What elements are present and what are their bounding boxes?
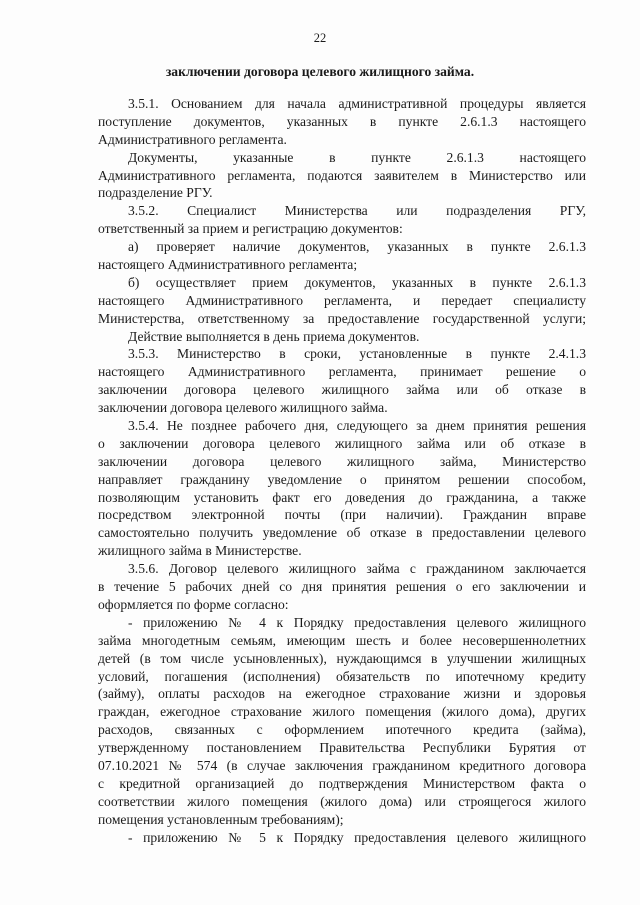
text-line: заключении договора целевого жилищного займа, Министерство [98, 453, 586, 469]
text-line: посредством электронной почты (при наличии). Гражданин вправе [98, 507, 586, 523]
text-line: (займу), оплаты расходов на ежегодное страхование жизни и здоровья [98, 686, 586, 702]
text-line: расходов, связанных с оформлением ипотечного кредита (займа), [98, 722, 586, 738]
text-line: помещения установленным требованиям); [98, 811, 344, 827]
text-line: Документы, указанные в пункте 2.6.1.3 настоящего [128, 149, 586, 165]
text-line: 3.5.3. Министерство в сроки, установленные в пункте 2.4.1.3 [128, 346, 586, 362]
text-line: детей (в том числе усыновленных), нуждающимся в улучшении жилищных [98, 650, 586, 666]
text-line: б) осуществляет прием документов, указанных в пункте 2.6.1.3 [128, 274, 586, 290]
text-line: поступление документов, указанных в пункте 2.6.1.3 настоящего [98, 113, 586, 129]
text-line: 3.5.4. Не позднее рабочего дня, следующего за днем принятия решения [128, 418, 586, 434]
text-line: ответственный за прием и регистрацию документов: [98, 221, 403, 237]
text-line: Административного регламента. [98, 131, 287, 147]
text-line: в течение 5 рабочих дней со дня принятия решения о его заключении и [98, 579, 586, 595]
text-line: настоящего Административного регламента, принимает решение о [98, 364, 586, 380]
text-line: позволяющим установить факт его доведения до гражданина, а также [98, 489, 586, 505]
text-line: настоящего Административного регламента, и передает специалисту [98, 292, 586, 308]
text-line: о заключении договора целевого жилищного займа или об отказе в [98, 435, 586, 451]
text-line: 3.5.1. Основанием для начала административной процедуры является [128, 96, 586, 111]
text-line: жилищного займа в Министерстве. [98, 543, 302, 559]
text-line: самостоятельно получить уведомление об отказе в предоставлении целевого [98, 525, 586, 541]
text-line: оформляется по форме согласно: [98, 596, 289, 612]
text-line: направляет гражданину уведомление о принятом решении способом, [98, 471, 586, 487]
text-line: заключении договора целевого жилищного займа. [98, 400, 388, 416]
text-line: Министерства, ответственному за предоставление государственной услуги; [98, 310, 586, 326]
text-line: Административного регламента, подаются заявителем в Министерство или [98, 167, 586, 183]
text-line: а) проверяет наличие документов, указанных в пункте 2.6.1.3 [128, 239, 586, 255]
section-heading: заключении договора целевого жилищного займа. [165, 64, 475, 79]
text-line: утвержденному постановлением Правительства Республики Бурятия от [98, 740, 586, 756]
text-line: Действие выполняется в день приема документов. [128, 328, 420, 344]
text-line: настоящего Административного регламента; [98, 257, 358, 273]
text-line: граждан, ежегодное страхование жилого помещения (жилого дома), других [98, 704, 586, 720]
text-line: - приложению № 5 к Порядку предоставления целевого жилищного [128, 829, 586, 845]
text-line: соответствии жилого помещения (жилого дома) или строящегося жилого [98, 793, 586, 809]
text-line: - приложению № 4 к Порядку предоставления целевого жилищного [128, 614, 586, 630]
document-body [98, 95, 586, 846]
text-line: 3.5.2. Специалист Министерства или подразделения РГУ, [128, 203, 586, 219]
text-line: 3.5.6. Договор целевого жилищного займа с гражданином заключается [128, 561, 586, 577]
text-line: 07.10.2021 № 574 (в случае заключения гражданином кредитного договора [98, 757, 586, 773]
page-number: 22 [313, 31, 327, 45]
text-line: условий, погашения (исполнения) обязательств по ипотечному кредиту [98, 668, 586, 684]
text-line: займа многодетным семьям, имеющим шесть и более несовершеннолетних [98, 632, 586, 648]
text-line: с кредитной организацией до подтверждения Министерством факта о [98, 775, 586, 791]
text-line: подразделение РГУ. [98, 185, 213, 201]
text-line: заключении договора целевого жилищного займа или об отказе в [98, 382, 586, 398]
